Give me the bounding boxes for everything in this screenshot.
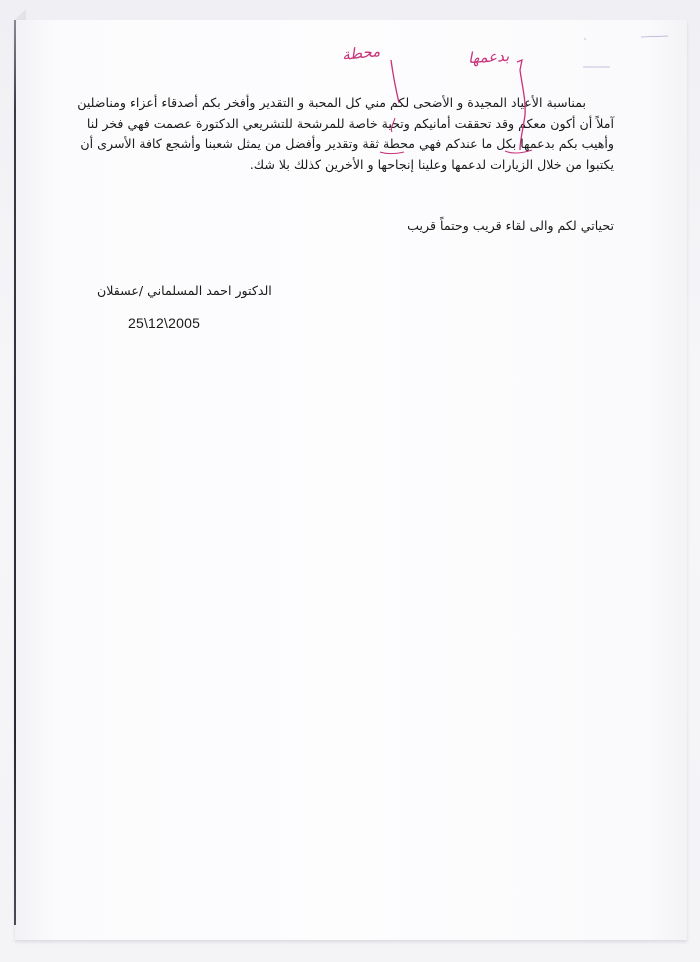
body-line-2: آملاً أن أكون معكم وقد تحققت أمانيكم وتحية خاصة للمرشحة للتشريعي الدكتورة عصمت فهي فخر لنا <box>86 115 614 131</box>
handwritten-note-2: بدعمها <box>467 46 510 68</box>
letter-body <box>77 93 614 175</box>
handwritten-note-1: محطة <box>341 42 381 64</box>
page-fold <box>14 10 26 20</box>
body-line-1: بمناسبة الأعياد المجيدة و الأضحى لكم مني كل المحبة و التقدير وأفخر بكم أصدقاء أعزاء ومناضلين <box>77 95 586 110</box>
page-left-edge-shadow <box>14 20 16 925</box>
date-line: 25\12\2005 <box>128 315 201 331</box>
signature-line: الدكتور احمد المسلماني /عسقلان <box>97 283 272 298</box>
body-line-4: يكتبوا من خلال الزيارات لدعمها وعلينا إنجاحها و الأخرين كذلك بلا شك. <box>249 156 614 172</box>
body-line-3: وأهيب بكم بدعمها بكل ما عندكم فهي محطة ثقة وتقدير وأفضل من يمثل شعبنا وأشجع كافة الأسرى أن <box>80 136 614 151</box>
closing-line: تحياتي لكم والى لقاء قريب وحتماً قريب <box>407 218 614 233</box>
